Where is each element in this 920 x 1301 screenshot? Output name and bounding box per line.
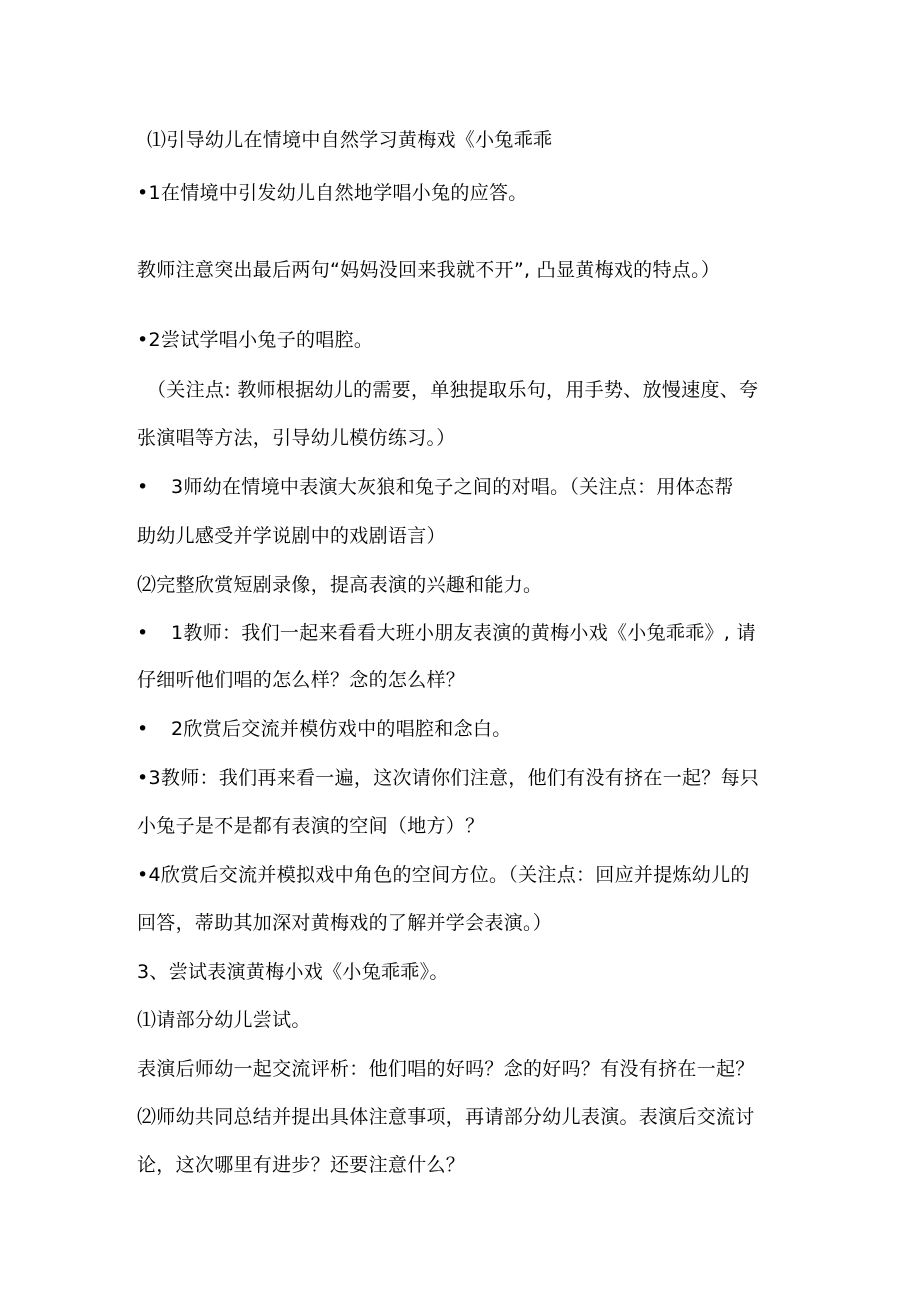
text-line: 仔细听他们唱的怎么样？念的怎么样？: [137, 669, 466, 691]
text-line: 张演唱等方法，引导幼儿模仿练习。）: [137, 427, 456, 449]
text-line: •1在情境中引发幼儿自然地学唱小兔的应答。: [137, 182, 528, 204]
bullet-marker: •: [137, 622, 149, 644]
text-line: 论，这次哪里有进步？还要注意什么？: [137, 1154, 466, 1176]
text-line: 回答，蒂助其加深对黄梅戏的了解并学会表演。）: [137, 912, 553, 934]
text-line: •2尝试学唱小兔子的唱腔。: [137, 329, 374, 351]
text-line: 1教师：我们一起来看看大班小朋友表演的黄梅小戏《小兔乖乖》, 请: [171, 622, 756, 644]
text-line: 小兔子是不是都有表演的空间（地方）？: [137, 815, 485, 837]
text-line: •3教师：我们再来看一遍，这次请你们注意，他们有没有挤在一起？每只: [137, 767, 760, 789]
text-line: 助幼儿感受并学说剧中的戏剧语言）: [137, 525, 446, 547]
text-line: 教师注意突出最后两句“妈妈没回来我就不开”, 凸显黄梅戏的特点。）: [137, 259, 721, 281]
text-line: ⑴请部分幼儿尝试。: [137, 1009, 311, 1031]
text-line: ⑴引导幼儿在情境中自然学习黄梅戏《小兔乖乖: [147, 129, 553, 151]
text-line: ⑵完整欣赏短剧录像，提高表演的兴趣和能力。: [137, 574, 543, 596]
text-line: 表演后师幼一起交流评析：他们唱的好吗？念的好吗？有没有挤在一起？: [137, 1058, 755, 1080]
section-heading: 3、尝试表演黄梅小戏《小兔乖乖》。: [137, 961, 449, 983]
text-line: （关注点: 教师根据幼儿的需要，单独提取乐句，用手势、放慢速度、夸: [147, 379, 759, 401]
text-line: 3师幼在情境中表演大灰狼和兔子之间的对唱。（关注点：用体态帮: [171, 476, 734, 498]
text-line: 2欣赏后交流并模仿戏中的唱腔和念白。: [171, 718, 512, 740]
bullet-marker: •: [137, 476, 149, 498]
bullet-marker: •: [137, 718, 149, 740]
text-line: ⑵师幼共同总结并提出具体注意事项，再请部分幼儿表演。表演后交流讨: [137, 1106, 755, 1128]
text-line: •4欣赏后交流并模拟戏中角色的空间方位。（关注点：回应并提炼幼儿的: [137, 864, 750, 886]
